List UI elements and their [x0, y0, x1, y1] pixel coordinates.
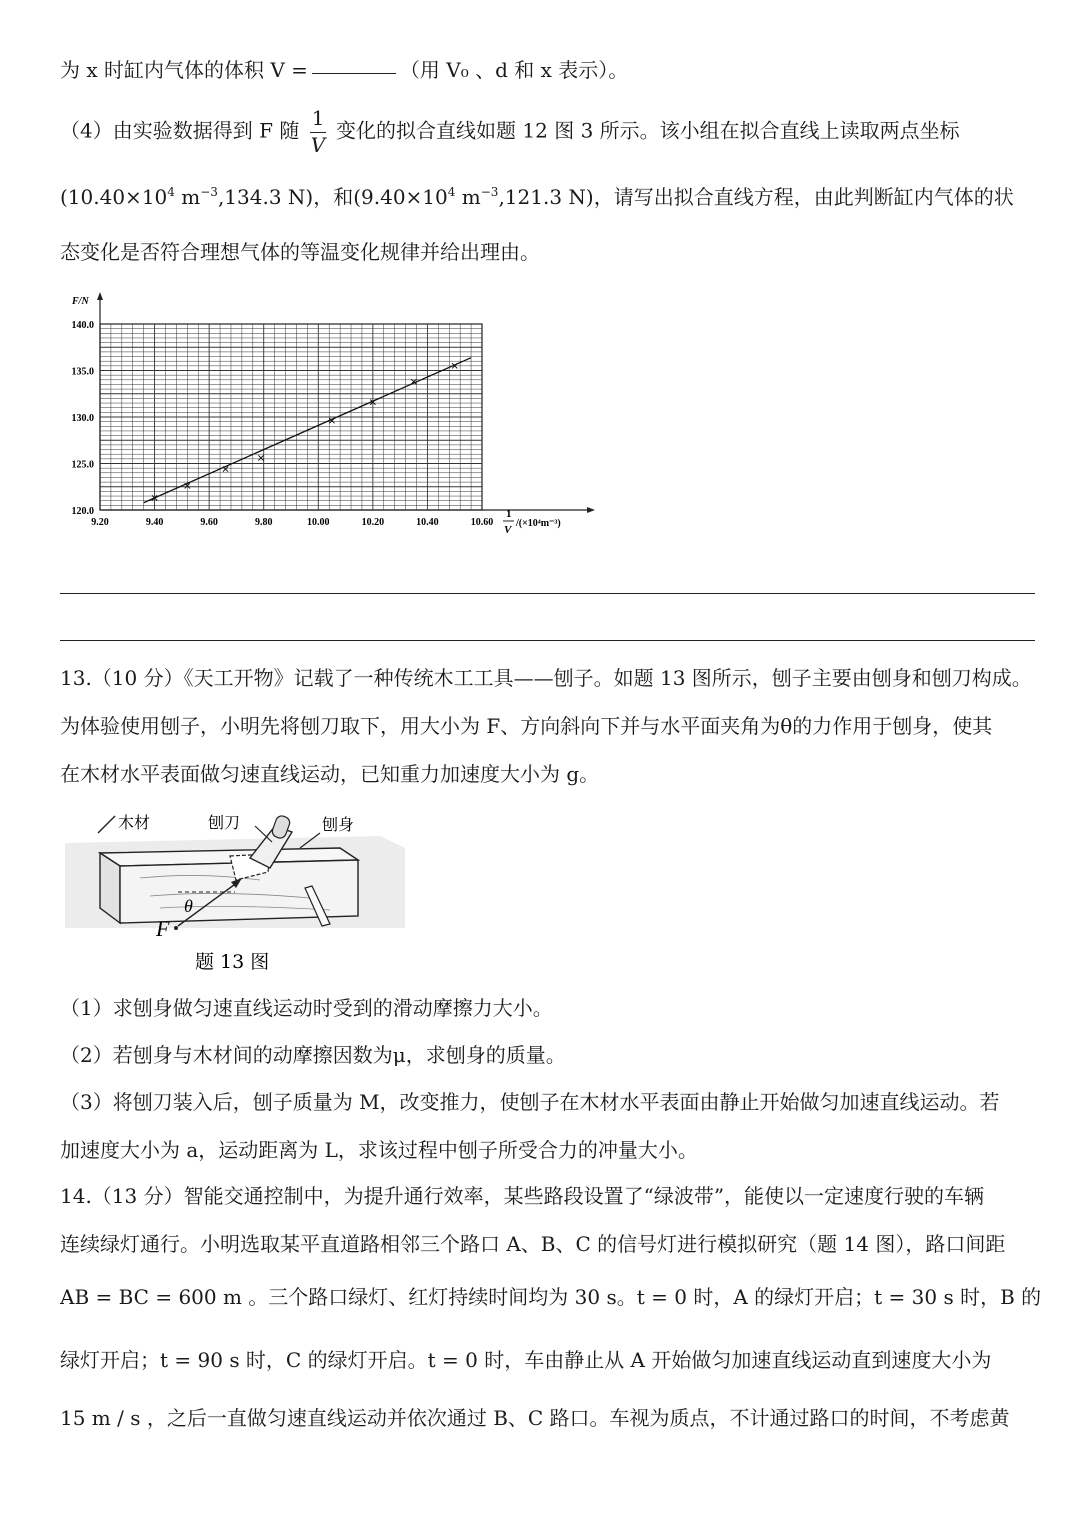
- chart-ticks: [72, 320, 494, 528]
- q13-text-2: 为体验使用刨子，小明先将刨刀取下，用大小为 F、方向斜向下并与水平面夹角为θ的力作用于刨身，使其: [60, 714, 993, 738]
- data-point: [258, 455, 263, 460]
- y-tick-label: 125.0: [71, 459, 94, 471]
- chart-grid: [100, 324, 482, 510]
- question-12-line-3: [60, 60, 628, 80]
- q13-sub-2: [60, 1045, 566, 1065]
- q14-line-5: [60, 1408, 1010, 1428]
- label-blade: 刨刀: [208, 813, 241, 832]
- question-12-coordinates: [60, 186, 1014, 207]
- y-tick-label: 130.0: [71, 413, 94, 424]
- fraction-one-over-v: [308, 108, 328, 156]
- force-origin: [174, 926, 178, 930]
- coord-2-x: (9.40×10: [353, 185, 448, 209]
- text-part4-head: （4）由实验数据得到 F 随: [60, 118, 300, 143]
- q14-line-1: [60, 1186, 984, 1206]
- fraction-denominator: V: [310, 133, 326, 157]
- x-tick-label: 10.20: [361, 517, 385, 528]
- q13-text-3: 在木材水平表面做匀速直线运动，已知重力加速度大小为 g。: [60, 762, 600, 786]
- q13-sub-3a: [60, 1092, 1000, 1112]
- coord-1-exp: 4: [167, 185, 175, 199]
- x-tick-label: 10.00: [307, 517, 330, 528]
- q13-text-1: 13.（10 分）《天工开物》记载了一种传统木工工具——刨子。如题 13 图所示，刨子主要由刨身和刨刀构成。: [60, 666, 1032, 690]
- text-volume-prompt: 为 x 时缸内气体的体积 V =: [60, 58, 308, 82]
- y-tick-label: 120.0: [71, 506, 94, 517]
- q14-text-4: 绿灯开启；t = 90 s 时，C 的绿灯开启。t = 0 时，车由静止从 A 开始做匀加速直线运动直到速度大小为: [60, 1348, 992, 1372]
- y-tick-label: 135.0: [71, 366, 94, 378]
- answer-blank[interactable]: [312, 73, 396, 74]
- q13-sub-1: [60, 998, 553, 1018]
- coord-1-unit: m: [174, 185, 201, 209]
- q14-text-5: 15 m / s ，之后一直做匀速直线运动并依次通过 B、C 路口。车视为质点，不计通过路口的时间，不考虑黄: [60, 1406, 1010, 1430]
- plane-illustration: [60, 808, 410, 988]
- label-theta: θ: [184, 896, 193, 916]
- answer-rule-2[interactable]: [60, 640, 1035, 641]
- y-axis-arrow: [97, 292, 103, 300]
- text-and: ，和: [313, 185, 354, 209]
- coord-1-y: ,134.3 N): [217, 185, 314, 209]
- q14-text-3: AB = BC = 600 m 。三个路口绿灯、红灯持续时间均为 30 s。t = 0 时，A 的绿灯开启；t = 30 s 时，B 的: [60, 1285, 1042, 1309]
- x-tick-label: 9.60: [200, 517, 218, 528]
- x-axis-label-den: V: [504, 524, 512, 536]
- label-wood: 木材: [118, 813, 151, 832]
- coord-1-x: (10.40×10: [60, 185, 168, 209]
- coord-2-unit: m: [455, 185, 481, 209]
- fraction-numerator: 1: [311, 106, 325, 130]
- x-axis-label-num: 1: [506, 508, 512, 520]
- label-body: 刨身: [322, 815, 355, 834]
- answer-rule-1[interactable]: [60, 593, 1035, 594]
- figure-13-caption: 题 13 图: [195, 951, 270, 973]
- x-axis-arrow: [587, 507, 595, 513]
- x-tick-label: 10.40: [416, 517, 439, 528]
- x-axis-label-unit: /(×10⁴m⁻³): [516, 518, 561, 529]
- question-12-part-4: [60, 108, 960, 156]
- text-isothermal: 态变化是否符合理想气体的等温变化规律并给出理由。: [60, 240, 540, 264]
- q13-sub-3-text-1: （3）将刨刀装入后，刨子质量为 M，改变推力，使刨子在木材水平表面由静止开始做匀加速直线运动。若: [60, 1090, 1000, 1114]
- x-tick-label: 9.40: [145, 517, 164, 528]
- q14-text-1: 14.（13 分）智能交通控制中，为提升通行效率，某些路段设置了“绿波带”，能使以一定速度行驶的车辆: [60, 1184, 985, 1208]
- x-tick-label: 9.80: [254, 517, 273, 528]
- coord-2-y: ,121.3 N): [498, 185, 594, 209]
- text-part4-tail: 变化的拟合直线如题 12 图 3 所示。该小组在拟合直线上读取两点坐标: [336, 118, 960, 143]
- q14-line-2: [60, 1234, 1005, 1254]
- coord-2-exp: 4: [447, 185, 456, 199]
- x-tick-label: 9.20: [91, 517, 109, 528]
- q14-line-3: [60, 1287, 1041, 1307]
- fit-line-chart: [50, 288, 610, 548]
- q13-sub-3-text-2: 加速度大小为 a，运动距离为 L，求该过程中刨子所受合力的冲量大小。: [60, 1138, 698, 1162]
- x-tick-label: 10.60: [470, 517, 494, 528]
- question-13-line-2: [60, 716, 992, 736]
- q14-text-2: 连续绿灯通行。小明选取某平直道路相邻三个路口 A、B、C 的信号灯进行模拟研究（题 14 图），路口间距: [60, 1232, 1006, 1256]
- question-13-line-1: [60, 668, 1032, 688]
- q13-sub-3b: [60, 1140, 698, 1160]
- q13-sub-1-text: （1）求刨身做匀速直线运动时受到的滑动摩擦力大小。: [60, 996, 553, 1020]
- label-leader-wood: [98, 816, 115, 833]
- coord-1-unit-exp: −3: [200, 185, 218, 199]
- data-point: [223, 466, 228, 471]
- q13-sub-2-text: （2）若刨身与木材间的动摩擦因数为μ，求刨身的质量。: [60, 1043, 566, 1067]
- y-tick-label: 140.0: [71, 320, 94, 331]
- text-coord-tail: ，请写出拟合直线方程，由此判断缸内气体的状: [593, 185, 1014, 209]
- label-force: F: [156, 916, 170, 941]
- q14-line-4: [60, 1350, 991, 1370]
- text-volume-tail: （用 V₀ 、d 和 x 表示）。: [399, 58, 629, 82]
- question-13-line-3: [60, 764, 599, 784]
- y-axis-label: F/N: [72, 296, 89, 307]
- question-12-line-end: [60, 242, 540, 262]
- coord-2-unit-exp: −3: [480, 185, 499, 199]
